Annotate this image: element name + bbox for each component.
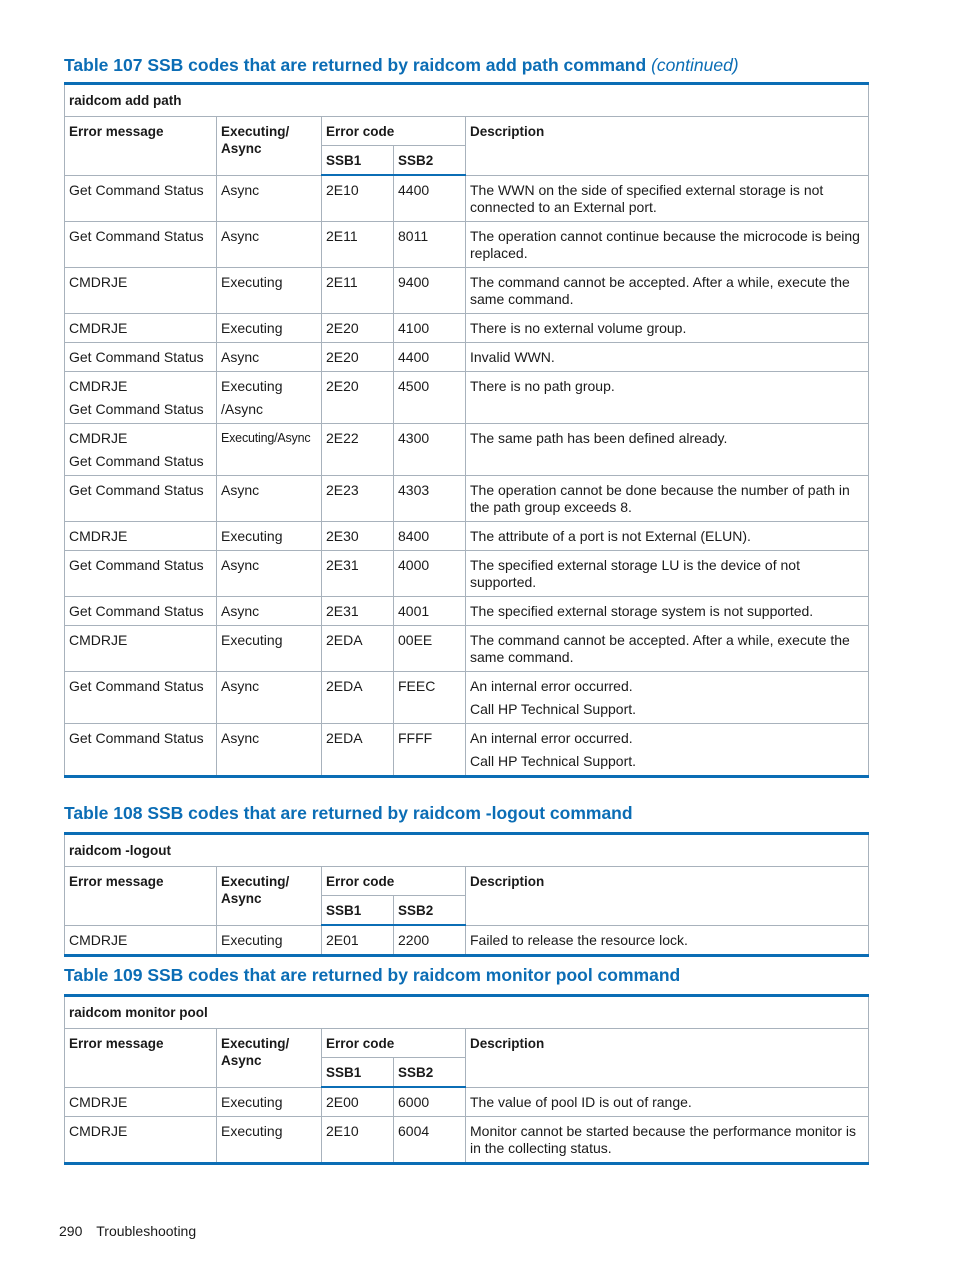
cell-line: Executing	[221, 931, 283, 948]
ssb1-cell: 2E11	[322, 267, 394, 313]
error-message-cell	[65, 475, 217, 521]
executing-async-cell	[217, 596, 322, 625]
ssb1-cell: 2E10	[322, 1117, 394, 1164]
description-cell	[466, 521, 869, 550]
description-cell	[466, 925, 869, 956]
table-row	[65, 596, 869, 625]
ssb2-header: SSB2	[394, 146, 466, 176]
cell-line: Get Command Status	[69, 400, 204, 417]
description-cell	[466, 596, 869, 625]
cell-line: Executing/Async	[221, 430, 311, 445]
error-message-cell	[65, 1087, 217, 1117]
cell-line: Get Command Status	[69, 602, 204, 619]
error-message-cell	[65, 175, 217, 221]
cell-line: An internal error occurred.	[470, 729, 633, 746]
cell-line: Executing	[221, 1093, 283, 1110]
error-message-cell	[65, 596, 217, 625]
table-109-title	[64, 965, 680, 986]
table-row	[65, 1087, 869, 1117]
error-message-cell	[65, 1117, 217, 1164]
description-header: Description	[466, 867, 869, 926]
table-108	[64, 832, 869, 957]
cell-line: There is no external volume group.	[470, 319, 687, 336]
description-cell	[466, 423, 869, 475]
ssb2-cell: 00EE	[394, 625, 466, 671]
table-row	[65, 521, 869, 550]
ssb1-cell: 2E30	[322, 521, 394, 550]
table-109	[64, 994, 869, 1165]
ssb1-cell: 2E23	[322, 475, 394, 521]
table-107-title	[64, 55, 739, 76]
ssb1-cell: 2EDA	[322, 723, 394, 776]
ssb1-cell: 2E20	[322, 371, 394, 423]
ssb2-cell: FFFF	[394, 723, 466, 776]
executing-async-cell	[217, 625, 322, 671]
ssb2-cell: FEEC	[394, 671, 466, 723]
ssb2-cell: 4303	[394, 475, 466, 521]
ssb2-cell: 9400	[394, 267, 466, 313]
page-footer	[59, 1223, 196, 1239]
description-cell	[466, 1087, 869, 1117]
cell-line: Executing	[221, 377, 283, 394]
cell-line: Get Command Status	[69, 348, 204, 365]
cell-line: Call HP Technical Support.	[470, 700, 637, 717]
executing-async-header: Executing/ Async	[217, 1029, 322, 1088]
ssb2-header: SSB2	[394, 896, 466, 926]
error-message-cell	[65, 625, 217, 671]
table-107	[64, 82, 869, 778]
executing-async-cell	[217, 423, 322, 475]
ssb2-header: SSB2	[394, 1058, 466, 1088]
error-message-cell	[65, 371, 217, 423]
cell-line: Get Command Status	[69, 556, 204, 573]
description-cell	[466, 475, 869, 521]
description-cell	[466, 723, 869, 776]
table-109-title-text: Table 109 SSB codes that are returned by raidcom monitor pool command	[64, 965, 681, 985]
cell-line: CMDRJE	[69, 931, 128, 948]
ssb2-cell: 4400	[394, 342, 466, 371]
cell-line: The same path has been defined already.	[470, 429, 728, 446]
cell-line: Get Command Status	[69, 481, 204, 498]
error-message-cell	[65, 550, 217, 596]
executing-async-header: Executing/ Async	[217, 867, 322, 926]
table-row	[65, 313, 869, 342]
cell-line: Async	[221, 181, 260, 198]
error-message-cell	[65, 723, 217, 776]
ssb2-cell: 4001	[394, 596, 466, 625]
cell-line: Invalid WWN.	[470, 348, 555, 365]
executing-async-cell	[217, 371, 322, 423]
ssb1-cell: 2EDA	[322, 625, 394, 671]
cell-line: Get Command Status	[69, 729, 204, 746]
executing-async-cell	[217, 550, 322, 596]
executing-async-cell	[217, 671, 322, 723]
cell-line: The command cannot be accepted. After a while, execute the same command.	[470, 273, 850, 307]
ssb2-cell: 6004	[394, 1117, 466, 1164]
ssb2-cell: 2200	[394, 925, 466, 956]
cell-line: The specified external storage system is not supported.	[470, 602, 814, 619]
cell-line: Executing	[221, 527, 283, 544]
executing-async-cell	[217, 313, 322, 342]
executing-async-cell	[217, 221, 322, 267]
cell-line: The command cannot be accepted. After a while, execute the same command.	[470, 631, 850, 665]
description-cell	[466, 267, 869, 313]
cell-line: Async	[221, 556, 260, 573]
error-message-cell	[65, 313, 217, 342]
error-message-header: Error message	[65, 1029, 217, 1088]
table-row	[65, 550, 869, 596]
cell-line: Executing	[221, 273, 283, 290]
ssb2-cell: 4300	[394, 423, 466, 475]
ssb2-cell: 6000	[394, 1087, 466, 1117]
cell-line: Get Command Status	[69, 677, 204, 694]
cell-line: Async	[221, 677, 260, 694]
ssb1-cell: 2E31	[322, 550, 394, 596]
ssb2-cell: 4000	[394, 550, 466, 596]
table-row	[65, 723, 869, 776]
table-row	[65, 267, 869, 313]
ssb1-cell: 2E00	[322, 1087, 394, 1117]
description-cell	[466, 1117, 869, 1164]
executing-async-cell	[217, 342, 322, 371]
page-number: 290	[59, 1223, 83, 1239]
executing-async-cell	[217, 925, 322, 956]
ssb2-cell: 8011	[394, 221, 466, 267]
table-row	[65, 1117, 869, 1164]
ssb1-header: SSB1	[322, 896, 394, 926]
error-message-cell	[65, 925, 217, 956]
cell-line: The operation cannot be done because the number of path in the path group exceeds 8.	[470, 481, 850, 515]
cell-line: The WWN on the side of specified external storage is not connected to an External port.	[470, 181, 824, 215]
table-row	[65, 221, 869, 267]
executing-async-cell	[217, 1087, 322, 1117]
table-row	[65, 625, 869, 671]
table-row	[65, 423, 869, 475]
cell-line: The specified external storage LU is the device of not supported.	[470, 556, 800, 590]
ssb2-cell: 4400	[394, 175, 466, 221]
error-message-header: Error message	[65, 867, 217, 926]
cell-line: Executing	[221, 631, 283, 648]
cell-line: CMDRJE	[69, 631, 128, 648]
table-108-title-text: Table 108 SSB codes that are returned by raidcom -logout command	[64, 803, 633, 823]
cell-line: CMDRJE	[69, 1093, 128, 1110]
cell-line: /Async	[221, 400, 264, 417]
command-header: raidcom add path	[65, 84, 869, 117]
ssb1-cell: 2E20	[322, 342, 394, 371]
ssb1-cell: 2E10	[322, 175, 394, 221]
description-cell	[466, 342, 869, 371]
cell-line: Async	[221, 729, 260, 746]
description-cell	[466, 550, 869, 596]
cell-line: CMDRJE	[69, 429, 128, 446]
ssb2-cell: 4100	[394, 313, 466, 342]
table-108-title	[64, 803, 633, 824]
table-row	[65, 475, 869, 521]
cell-line: The attribute of a port is not External (ELUN).	[470, 527, 751, 544]
cell-line: CMDRJE	[69, 273, 128, 290]
ssb1-cell: 2EDA	[322, 671, 394, 723]
executing-async-cell	[217, 175, 322, 221]
cell-line: Monitor cannot be started because the performance monitor is in the collecting status.	[470, 1123, 856, 1156]
ssb1-cell: 2E20	[322, 313, 394, 342]
cell-line: Executing	[221, 319, 283, 336]
table-row	[65, 925, 869, 956]
cell-line: Get Command Status	[69, 227, 204, 244]
error-code-header: Error code	[322, 1029, 466, 1058]
cell-line: Call HP Technical Support.	[470, 752, 637, 769]
ssb1-cell: 2E11	[322, 221, 394, 267]
ssb2-cell: 4500	[394, 371, 466, 423]
cell-line: Async	[221, 481, 260, 498]
cell-line: Get Command Status	[69, 181, 204, 198]
error-message-cell	[65, 423, 217, 475]
table-row	[65, 175, 869, 221]
cell-line: CMDRJE	[69, 377, 128, 394]
cell-line: CMDRJE	[69, 1123, 128, 1139]
cell-line: Get Command Status	[69, 452, 204, 469]
error-code-header: Error code	[322, 117, 466, 146]
executing-async-cell	[217, 1117, 322, 1164]
ssb1-cell: 2E31	[322, 596, 394, 625]
cell-line: Executing	[221, 1123, 283, 1139]
cell-line: CMDRJE	[69, 319, 128, 336]
ssb2-cell: 8400	[394, 521, 466, 550]
error-code-header: Error code	[322, 867, 466, 896]
description-cell	[466, 625, 869, 671]
cell-line: Async	[221, 348, 260, 365]
ssb1-header: SSB1	[322, 1058, 394, 1088]
error-message-cell	[65, 267, 217, 313]
executing-async-header: Executing/ Async	[217, 117, 322, 176]
footer-section: Troubleshooting	[96, 1223, 197, 1239]
cell-line: The operation cannot continue because the microcode is being replaced.	[470, 227, 860, 261]
description-cell	[466, 371, 869, 423]
ssb1-cell: 2E22	[322, 423, 394, 475]
ssb1-header: SSB1	[322, 146, 394, 176]
cell-line: CMDRJE	[69, 527, 128, 544]
description-cell	[466, 175, 869, 221]
error-message-cell	[65, 221, 217, 267]
cell-line: The value of pool ID is out of range.	[470, 1093, 692, 1110]
table-row	[65, 371, 869, 423]
executing-async-cell	[217, 521, 322, 550]
table-107-continued: (continued)	[651, 55, 739, 75]
executing-async-cell	[217, 723, 322, 776]
table-row	[65, 342, 869, 371]
cell-line: Async	[221, 227, 260, 244]
cell-line: Failed to release the resource lock.	[470, 931, 688, 948]
command-header: raidcom monitor pool	[65, 996, 869, 1029]
cell-line: An internal error occurred.	[470, 677, 633, 694]
cell-line: Async	[221, 602, 260, 619]
error-message-cell	[65, 342, 217, 371]
error-message-header: Error message	[65, 117, 217, 176]
description-header: Description	[466, 117, 869, 176]
error-message-cell	[65, 671, 217, 723]
description-cell	[466, 221, 869, 267]
table-row	[65, 671, 869, 723]
description-cell	[466, 313, 869, 342]
description-cell	[466, 671, 869, 723]
cell-line: There is no path group.	[470, 377, 615, 394]
executing-async-cell	[217, 475, 322, 521]
executing-async-cell	[217, 267, 322, 313]
ssb1-cell: 2E01	[322, 925, 394, 956]
description-header: Description	[466, 1029, 869, 1088]
error-message-cell	[65, 521, 217, 550]
command-header: raidcom -logout	[65, 834, 869, 867]
table-107-title-text: Table 107 SSB codes that are returned by raidcom add path command	[64, 55, 647, 75]
